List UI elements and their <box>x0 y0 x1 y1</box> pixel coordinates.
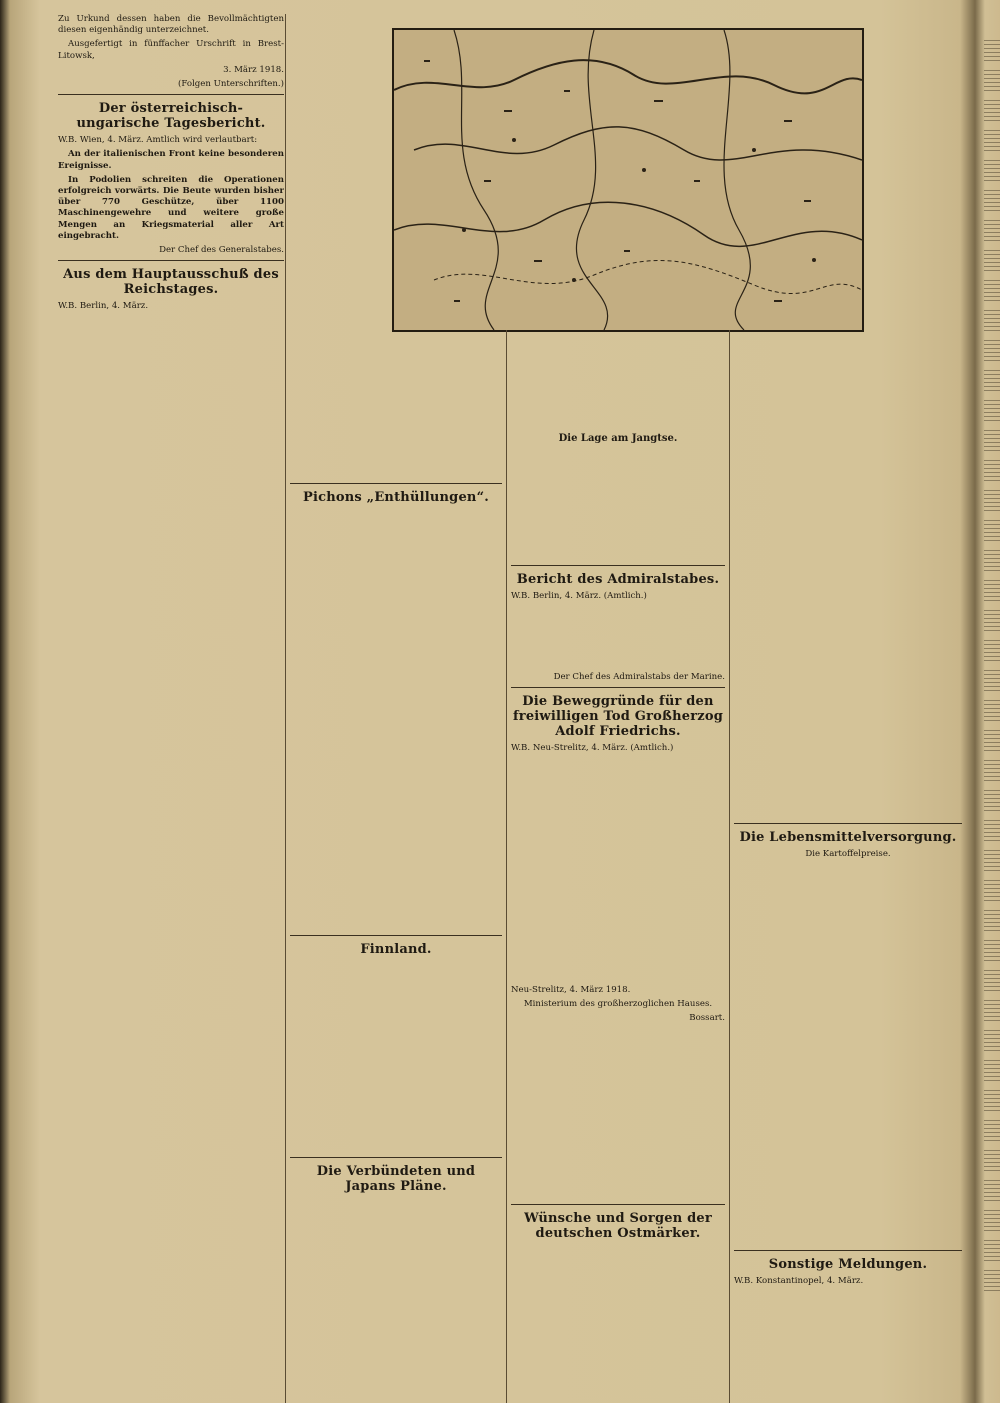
headline-oesterreich: Der österreichisch-ungarische Tagesbericht. <box>76 101 266 132</box>
headline-jangtse: Die Lage am Jangtse. <box>558 433 678 444</box>
divider <box>734 1250 962 1251</box>
signature-admiral: Der Chef des Admiralstabs der Marine. <box>553 672 725 683</box>
headline-ostmaerker: Wünsche und Sorgen der deutschen Ostmärker. <box>524 1211 712 1242</box>
closing-signatures: (Folgen Unterschriften.) <box>178 79 284 90</box>
dateline-berlin: W.B. Berlin, 4. März. <box>58 301 149 312</box>
bold-italien: An der italienischen Front keine besonderen Ereignisse. <box>58 149 284 171</box>
strelitz-date: Neu-Strelitz, 4. März 1918. <box>511 984 631 995</box>
divider <box>290 1157 502 1158</box>
map-figure <box>392 28 864 332</box>
subhead-kartoffel: Die Kartoffelpreise. <box>805 849 891 859</box>
column-4 <box>734 333 962 1399</box>
headline-pichon: Pichons „Enthüllungen“. <box>303 490 489 505</box>
divider <box>290 483 502 484</box>
dateline-konstantinopel: W.B. Konstantinopel, 4. März. <box>734 1276 864 1287</box>
divider <box>511 565 725 566</box>
headline-sonstige: Sonstige Meldungen. <box>768 1257 928 1273</box>
divider <box>290 935 502 936</box>
divider <box>734 823 962 824</box>
divider <box>58 260 284 261</box>
column-rule <box>506 330 507 1403</box>
headline-admiralstab: Bericht des Admiralstabes. <box>516 572 720 587</box>
bold-podolien: In Podolien schreiten die Operationen erfolgreich vorwärts. Die Beute wurden bisher über 770 Geschütze, über 1100 Maschinengewehre und weitere große Mengen an Kriegsmaterial aller Art eingebracht. <box>58 174 284 241</box>
signature-generalstab: Der Chef des Generalstabes. <box>159 245 284 256</box>
dateline-admiral: W.B. Berlin, 4. März. (Amtlich.) <box>511 591 647 601</box>
column-3 <box>511 333 725 1399</box>
dateline-strelitz: W.B. Neu-Strelitz, 4. März. (Amtlich.) <box>511 743 674 754</box>
column-2 <box>290 333 502 1399</box>
divider <box>511 687 725 688</box>
strelitz-signature: Bossart. <box>689 1013 725 1024</box>
headline-finnland: Finnland. <box>360 942 432 957</box>
column-1 <box>58 14 284 1399</box>
column-rule <box>285 14 286 1403</box>
closing-date: 3. März 1918. <box>223 64 284 75</box>
headline-hauptausschuss: Aus dem Hauptausschuß des Reichstages. <box>63 267 279 298</box>
column-rule <box>729 330 730 1403</box>
map-drawing <box>394 30 862 330</box>
next-page-edge <box>984 40 1000 1340</box>
divider <box>511 1204 725 1205</box>
dateline-wien: W.B. Wien, 4. März. Amtlich wird verlautbart: <box>58 135 258 146</box>
closing-place: Ausgefertigt in fünffacher Urschrift in Brest-Litowsk, <box>58 39 284 61</box>
divider <box>58 94 284 95</box>
headline-grossherzog: Die Beweggründe für den freiwilligen Tod Großherzog Adolf Friedrichs. <box>512 694 724 740</box>
headline-lebensmittel: Die Lebensmittelversorgung. <box>739 830 957 845</box>
strelitz-ministerium: Ministerium des großherzoglichen Hauses. <box>523 998 713 1009</box>
closing-formula: Zu Urkund dessen haben die Bevollmächtigten diesen eigenhändig unterzeichnet. <box>58 14 284 36</box>
headline-japan: Die Verbündeten und Japans Pläne. <box>316 1164 476 1194</box>
